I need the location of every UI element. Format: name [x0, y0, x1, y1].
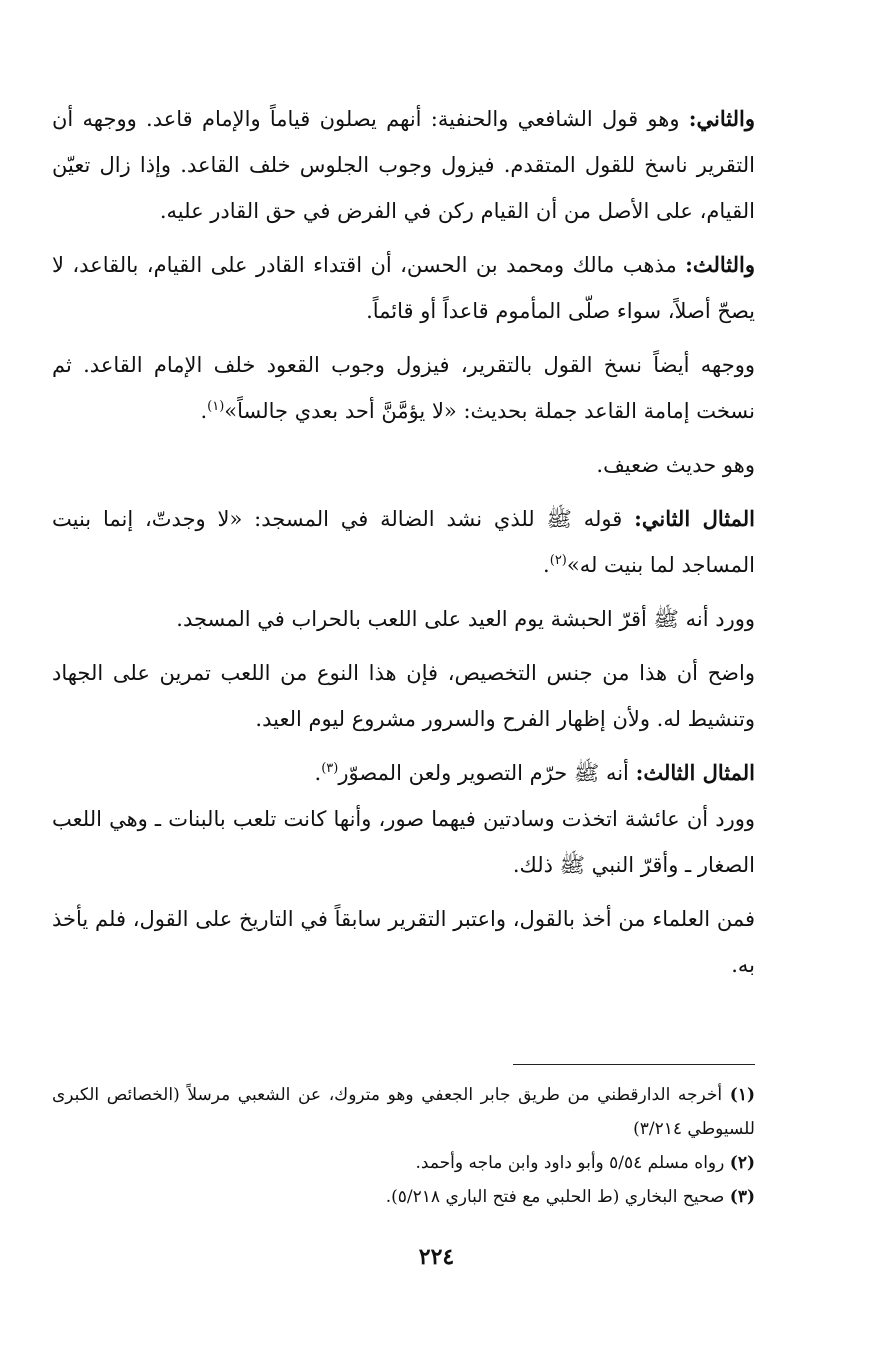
paragraph — [52, 442, 755, 488]
paragraph — [52, 96, 755, 234]
paragraph-text: ووجهه أيضاً نسخ القول بالتقرير، فيزول وجوب القعود خلف الإمام القاعد. ثم نسخت إمامة القاعد جملة بحديث: «لا يؤمَّنَّ أحد بعدي جالساً» — [52, 353, 755, 423]
paragraph — [52, 242, 755, 334]
footnote-number: (١) — [729, 1085, 755, 1105]
footnote — [52, 1146, 755, 1180]
footnote-text: رواه مسلم ٥/٥٤ وأبو داود وابن ماجه وأحمد. — [415, 1153, 730, 1173]
main-text — [52, 96, 755, 996]
page-number: ٢٢٤ — [418, 1244, 455, 1270]
paragraph-lead: والثالث: — [685, 252, 755, 277]
paragraph-text: فمن العلماء من أخذ بالقول، واعتبر التقرير سابقاً في التاريخ على القول، فلم يأخذ به. — [52, 907, 755, 977]
paragraph — [52, 596, 755, 642]
footnote-text: صحيح البخاري (ط الحلبي مع فتح الباري ٥/٢١٨). — [385, 1187, 730, 1207]
footnote — [52, 1180, 755, 1214]
paragraph-text: أنه ﷺ حرّم التصوير ولعن المصوّر — [338, 761, 636, 785]
paragraph-text: قوله ﷺ للذي نشد الضالة في المسجد: «لا وجدتّ، إنما بنيت المساجد لما بنيت له» — [52, 507, 755, 577]
paragraph — [52, 896, 755, 988]
paragraph-lead: المثال الثاني: — [634, 506, 755, 531]
footnote-ref: (٢) — [549, 553, 567, 568]
footnote-text: أخرجه الدارقطني من طريق جابر الجعفي وهو متروك، عن الشعبي مرسلاً (الخصائص الكبرى للسيوطي ٣/٢١٤) — [52, 1085, 755, 1139]
footnote-number: (٢) — [729, 1153, 755, 1173]
footnote-ref: (١) — [207, 399, 225, 414]
paragraph — [52, 650, 755, 742]
paragraph-text: وهو قول الشافعي والحنفية: أنهم يصلون قياماً والإمام قاعد. ووجهه أن التقرير ناسخ للقول المتقدم. فيزول وجوب الجلوس خلف القاعد. وإذا زال تعيّن القيام، على الأصل من أن القيام ركن في الفرض في حق القادر عليه. — [52, 107, 755, 223]
footnote-divider — [513, 1064, 755, 1065]
paragraph-lead: والثاني: — [688, 106, 755, 131]
paragraph — [52, 342, 755, 434]
paragraph-text: وورد أن عائشة اتخذت وسادتين فيهما صور، وأنها كانت تلعب بالبنات ـ وهي اللعب الصغار ـ وأقرّ النبي ﷺ ذلك. — [52, 807, 755, 877]
paragraph-text: وورد أنه ﷺ أقرّ الحبشة يوم العيد على اللعب بالحراب في المسجد. — [176, 607, 755, 631]
footnotes — [52, 1078, 755, 1214]
footnote — [52, 1078, 755, 1146]
paragraph-tail: . — [543, 553, 550, 577]
paragraph — [52, 750, 755, 796]
footnote-number: (٣) — [729, 1187, 755, 1207]
paragraph — [52, 496, 755, 588]
paragraph-text: واضح أن هذا من جنس التخصيص، فإن هذا النوع من اللعب تمرين على الجهاد وتنشيط له. ولأن إظهار الفرح والسرور مشروع ليوم العيد. — [52, 661, 755, 731]
footnote-ref: (٣) — [321, 761, 339, 776]
paragraph — [52, 796, 755, 888]
paragraph-text: مذهب مالك ومحمد بن الحسن، أن اقتداء القادر على القيام، بالقاعد، لا يصحّ أصلاً، سواء صلّى المأموم قاعداً أو قائماً. — [52, 253, 755, 323]
paragraph-tail: . — [200, 399, 208, 423]
paragraph-lead: المثال الثالث: — [635, 760, 755, 785]
paragraph-text: وهو حديث ضعيف. — [596, 453, 755, 477]
paragraph-tail: . — [314, 761, 322, 785]
